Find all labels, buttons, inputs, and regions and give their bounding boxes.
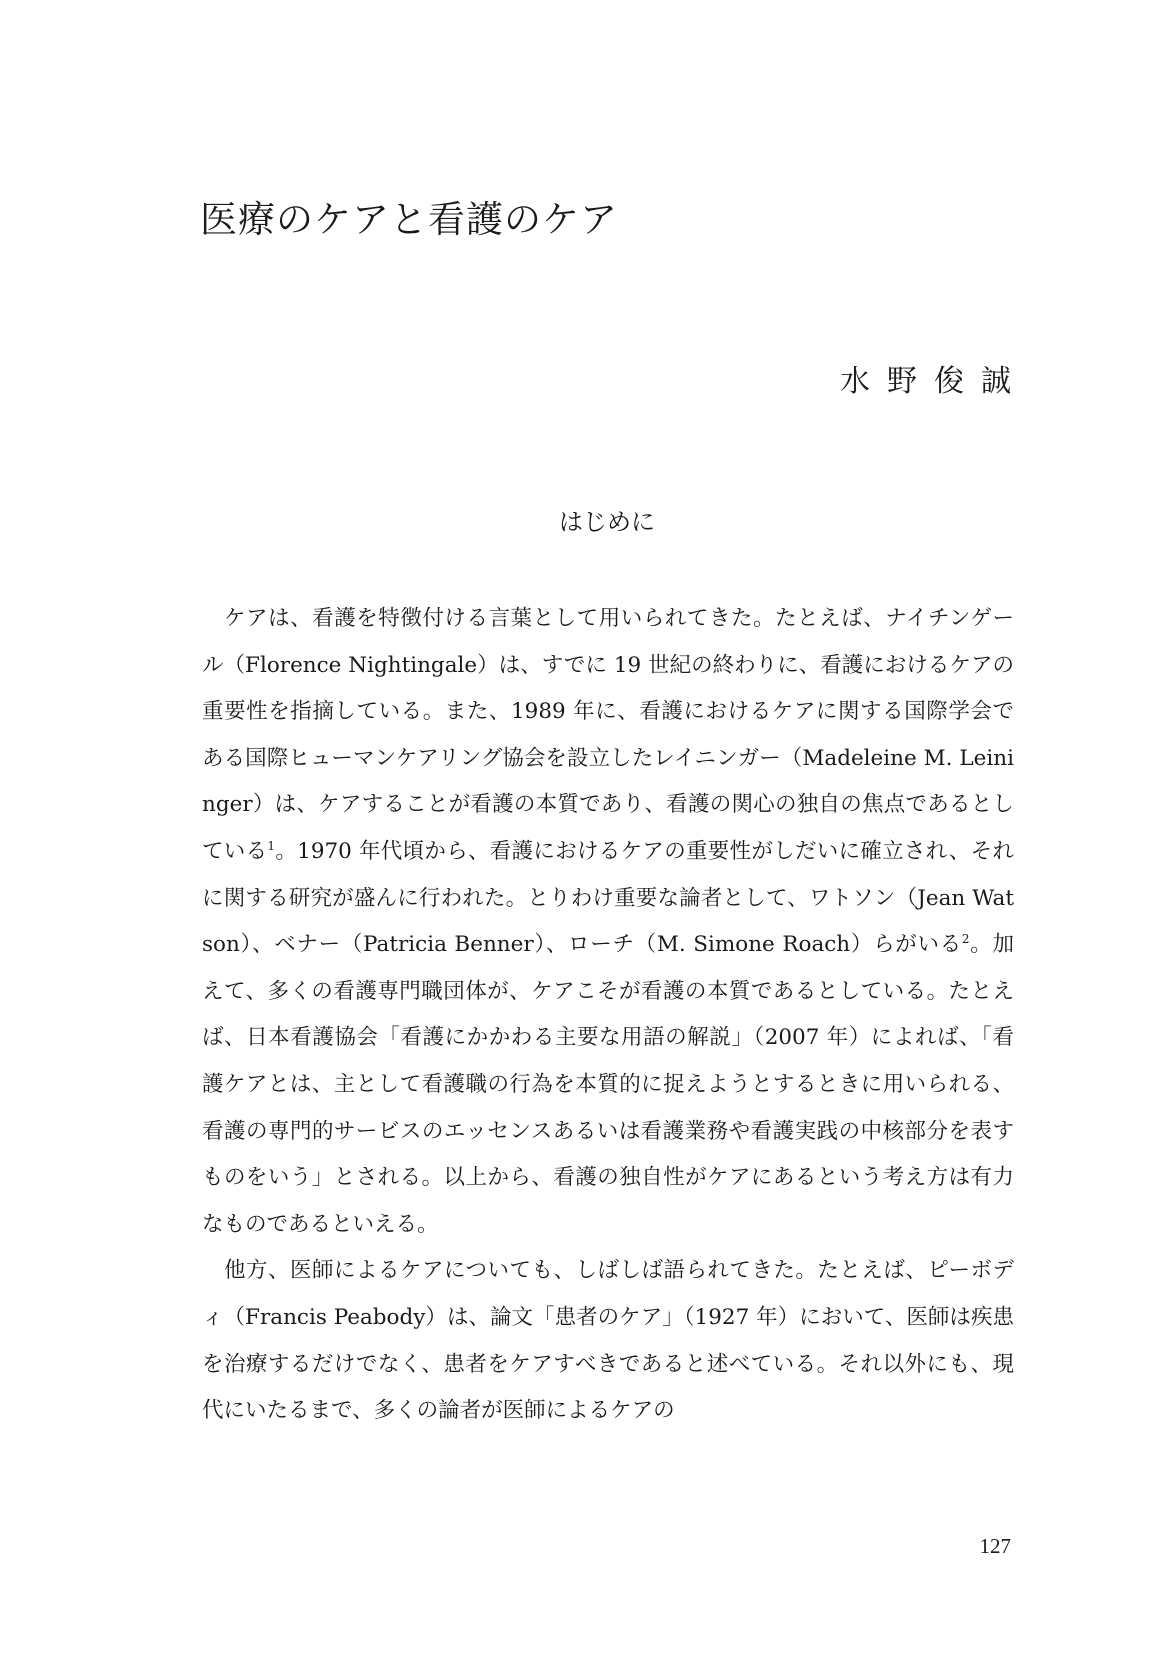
paragraph-text: ケアは、看護を特徴付ける言葉として用いられてきた。たとえば、ナイチンゲール（Florence Nightingale）は、すでに 19 世紀の終わりに、看護におけるケアの重要性を指摘している。また、1989 年に、看護におけるケアに関する国際学会である国際ヒューマンケアリング協会を設立したレイニンガー（Madeleine M. Leininger）は、ケアすることが看護の本質であり、看護の関心の独自の焦点であるとしている: [202, 606, 1014, 864]
paragraph-text: 。1970 年代頃から、看護におけるケアの重要性がしだいに確立され、それに関する研究が盛んに行われた。とりわけ重要な論者として、ワトソン（Jean Watson）、ベナー（Patricia Benner）、ローチ（M. Simone Roach）らがいる: [202, 838, 1014, 958]
paragraph-text: 。加えて、多くの看護専門職団体が、ケアこそが看護の本質であるとしている。たとえば、日本看護協会「看護にかかわる主要な用語の解説」（2007 年）によれば、「看護ケアとは、主として看護職の行為を本質的に捉えようとするときに用いられる、看護の専門的サービスのエッセンスあるいは看護業務や看護実践の中核部分を表すものをいう」とされる。以上から、看護の独自性がケアにあるという考え方は有力なものであるといえる。: [202, 932, 1014, 1237]
footnote-marker-2: 2: [961, 932, 970, 946]
section-heading: はじめに: [559, 508, 655, 536]
article-title: 医療のケアと看護のケア: [200, 198, 618, 241]
paragraph-1: [202, 596, 1014, 1248]
paragraph-text: 他方、医師によるケアについても、しばしば語られてきた。たとえば、ピーボディ（Francis Peabody）は、論文「患者のケア」（1927 年）において、医師は疾患を治療するだけでなく、患者をケアすべきであると述べている。それ以外にも、現代にいたるまで、多くの論者が医師によるケアの: [202, 1258, 1014, 1424]
paragraph-2: [202, 1248, 1014, 1434]
body-text: [202, 596, 1014, 1435]
page-number: 127: [979, 1534, 1011, 1558]
author-name: 水野俊誠: [840, 364, 1028, 399]
footnote-marker-1: 1: [267, 838, 276, 853]
